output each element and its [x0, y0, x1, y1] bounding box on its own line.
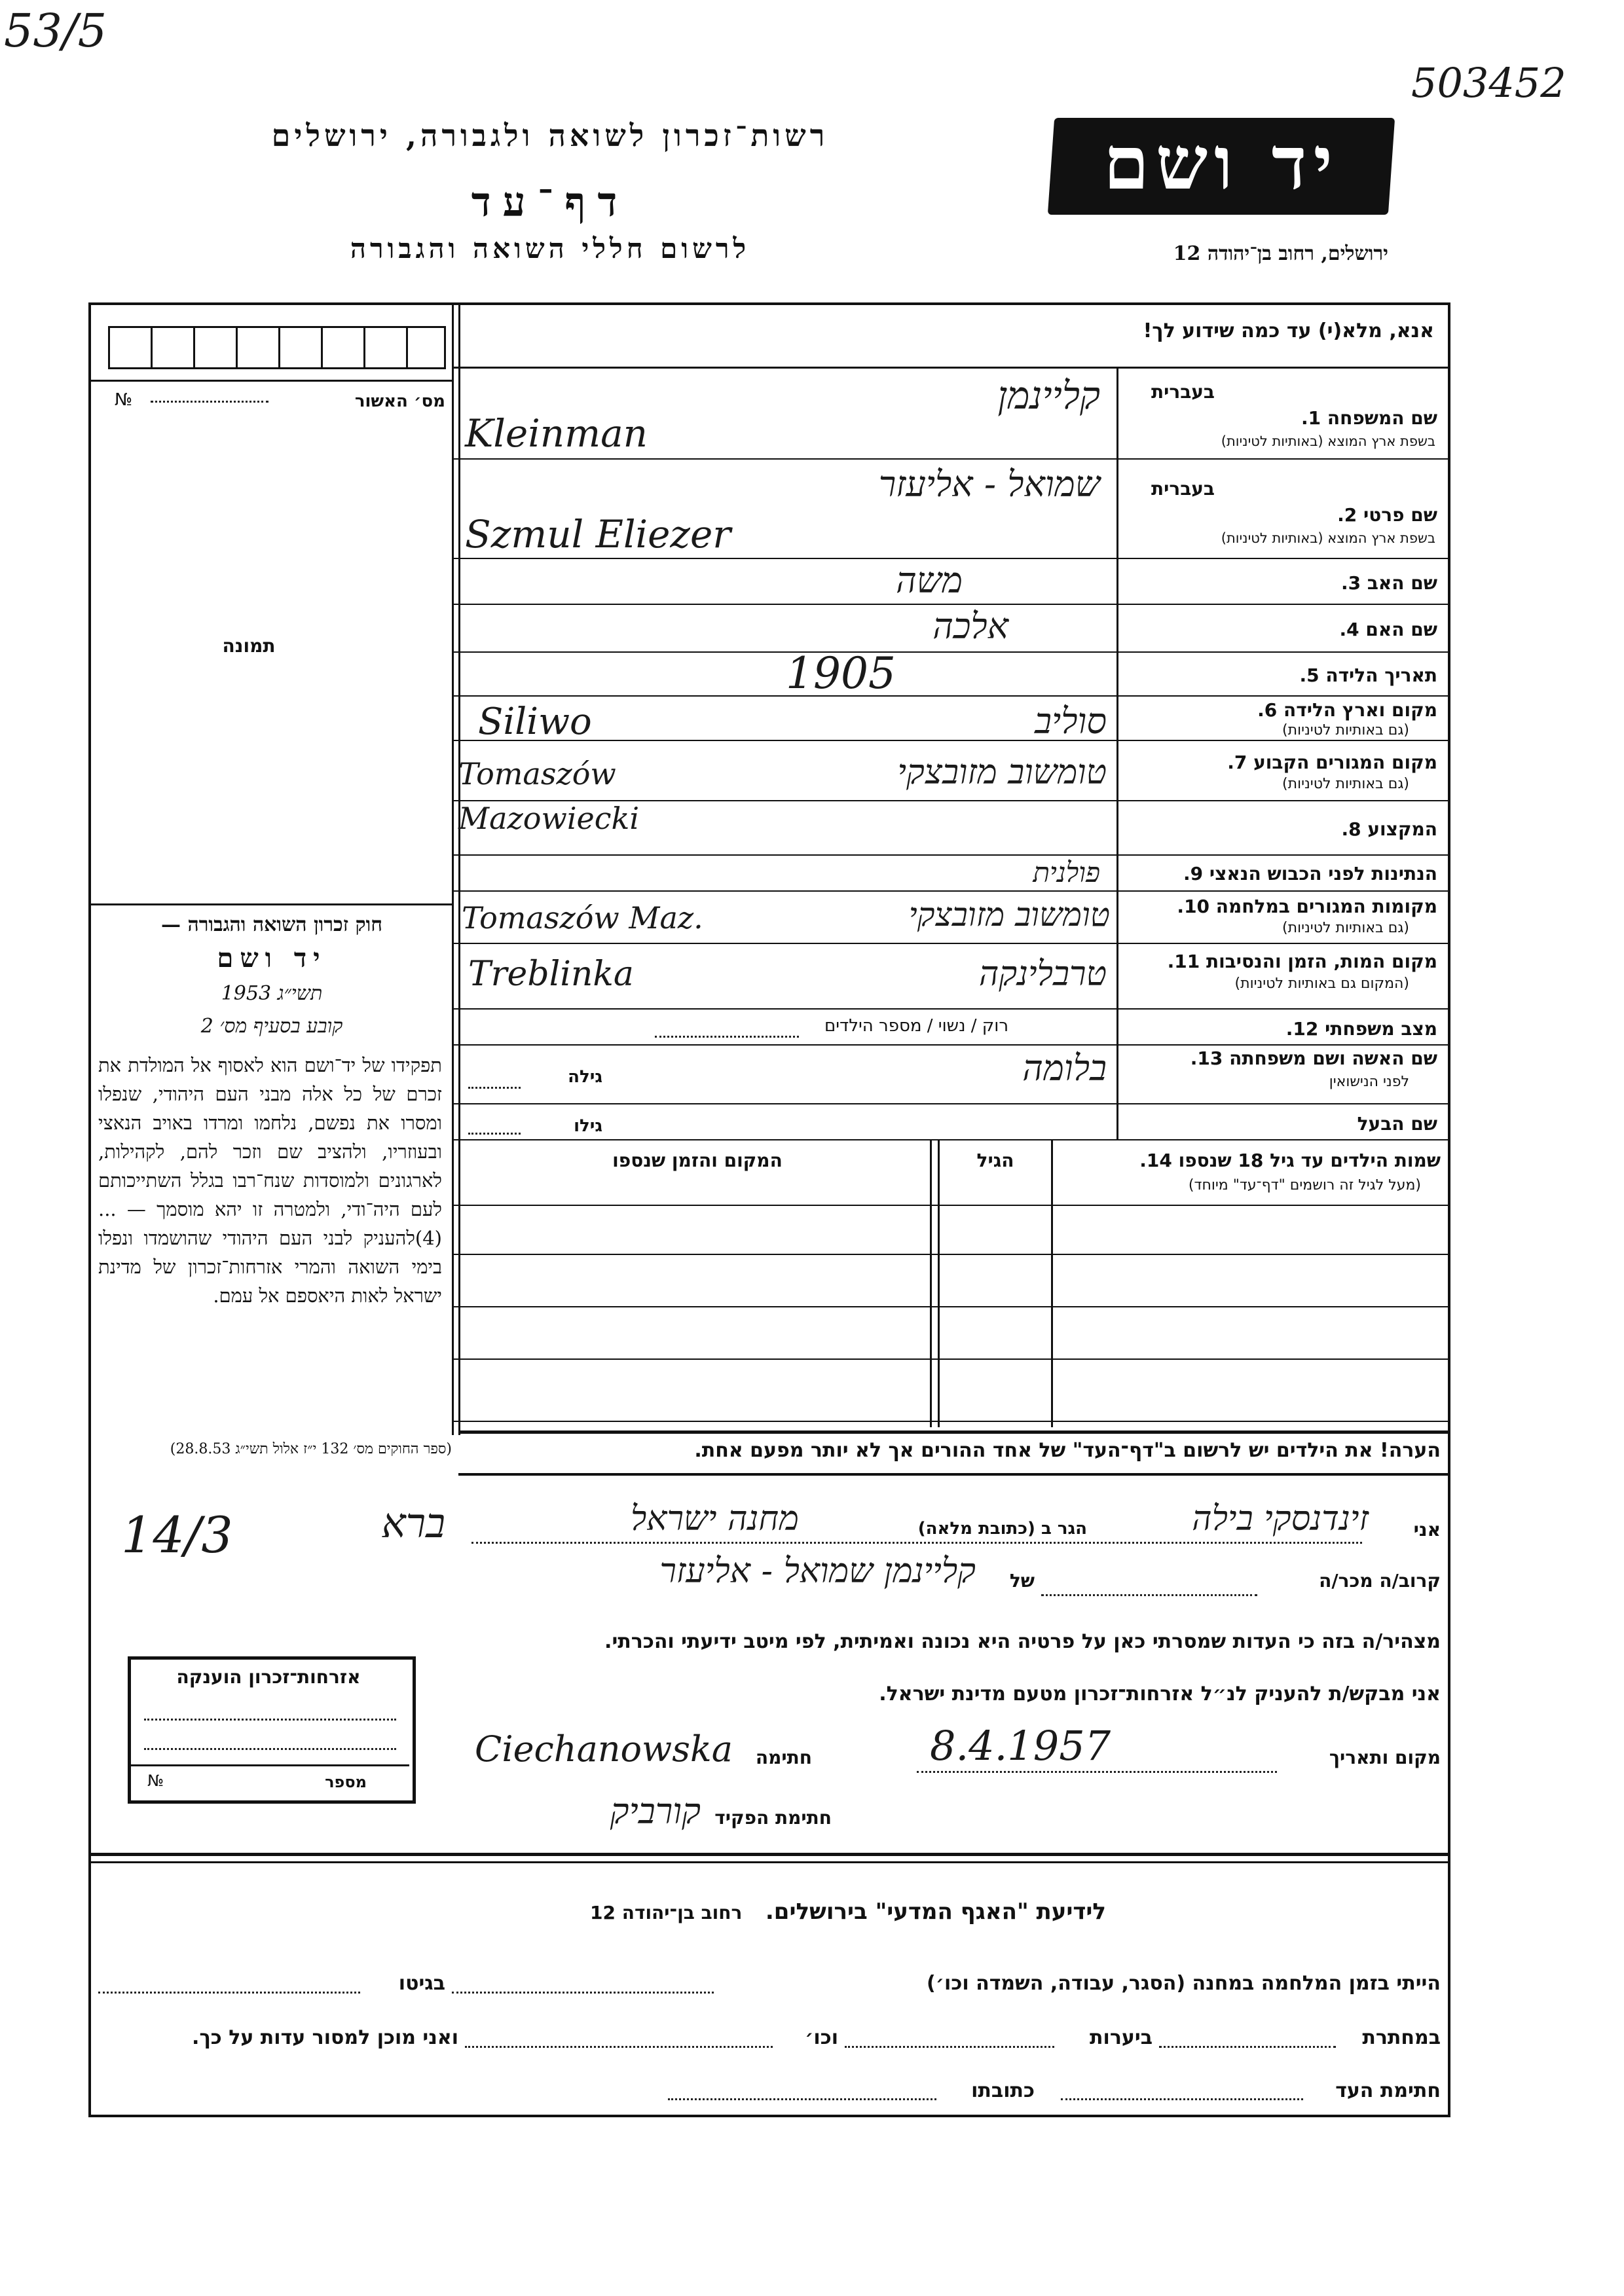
- field-5-value: 1905: [786, 648, 896, 699]
- field-13-label: שם האשה ושם משפחתה 13.: [1190, 1048, 1437, 1069]
- note-text: הערה! את הילדים יש לרשום ב"דף־העד" של אחד ההורים אך לא יותר מפעם אחת.: [694, 1439, 1441, 1462]
- margin-mark-top-left: 53/5: [4, 4, 107, 58]
- decl-date-value: 8.4.1957: [930, 1722, 1111, 1770]
- intro-text: אנא, מלא(י) עד כמה שידוע לך!: [1143, 319, 1434, 342]
- row-line-13: [454, 1103, 1449, 1104]
- children-row-5: [454, 1421, 1449, 1422]
- field-6-value-he: סוליב: [1035, 701, 1107, 742]
- decl-officer-value: קורביק: [610, 1791, 701, 1832]
- children-col-1: [1051, 1139, 1053, 1427]
- citizenship-no-mark: №: [147, 1772, 164, 1790]
- field-11-num: 11.: [1167, 951, 1200, 972]
- decl-residing-label: הגר ב (כתובת מלאה): [917, 1519, 1087, 1539]
- field-7-sub: (גם באותיות לטיניות): [1282, 776, 1409, 792]
- header-authority: רשות־זכרון לשואה ולגבורה, ירושלים: [271, 118, 829, 153]
- field-1-tag: בעברית: [1151, 381, 1215, 403]
- side-initials: ברא: [381, 1499, 445, 1547]
- decl-i-dots: [471, 1542, 1362, 1544]
- field-9-value: פולנית: [1033, 856, 1100, 888]
- footer-forests: ביערות: [1090, 2026, 1153, 2049]
- citizenship-number-label: מספר: [325, 1773, 367, 1791]
- row-line-8: [454, 854, 1449, 856]
- field-5-label: תאריך הלידה 5.: [1299, 665, 1437, 686]
- children-label: שמות הילדים עד גיל 18 שנספו 14.: [1139, 1150, 1441, 1171]
- decl-signature-label: חתימה: [755, 1747, 812, 1768]
- field-2-value-lat: Szmul Eliezer: [465, 512, 731, 556]
- citizenship-number-line: [131, 1764, 409, 1766]
- wife-age-dots: [468, 1087, 521, 1089]
- footer-ghetto-dots-left: [98, 1992, 360, 1994]
- field-11-value-lat: Treblinka: [468, 955, 634, 994]
- field-1-num: 1.: [1301, 407, 1321, 429]
- footer-forests-dots: [845, 2046, 1054, 2048]
- decl-statement: מצהיר/ה בזה כי העדות שמסרתי כאן על פרטיה היא נכונה ואמיתית, לפי מיטב ידיעתי והכרתי.: [604, 1630, 1441, 1653]
- children-row-2: [454, 1254, 1449, 1255]
- field-8-num: 8.: [1341, 818, 1361, 840]
- field-3-num: 3.: [1340, 572, 1361, 594]
- law-clause: קובע בסעיף מס׳ 2: [200, 1015, 343, 1038]
- decl-relative-dots: [1041, 1594, 1257, 1596]
- wife-age-label: גילה: [568, 1067, 602, 1087]
- field-9-label: הנתינות לפני הכבוש הנאצי 9.: [1183, 863, 1437, 884]
- footer-address-dots: [668, 2098, 936, 2100]
- field-13-sub: לפני הנישואין: [1329, 1074, 1409, 1090]
- field-13-value: בלומה: [1022, 1048, 1107, 1089]
- row-line-10: [454, 943, 1449, 944]
- field-1-sub: בשפת ארץ המוצא (באותיות לטיניות): [1221, 433, 1435, 449]
- decl-request: אני מבקש/ת להעניק לנ״ל אזרחות־זכרון מטעם מדינת ישראל.: [879, 1683, 1441, 1705]
- field-12-value: רוק / נשוי / מספר הילדים: [824, 1016, 1008, 1036]
- field-1-label: שם המשפחה 1.: [1301, 407, 1437, 429]
- children-col-2b: [938, 1139, 940, 1427]
- decl-officer-label: חתימת הפקיד: [714, 1807, 832, 1829]
- field-10-label: מקומות המגורים במלחמה 10.: [1177, 896, 1437, 917]
- children-row-4: [454, 1358, 1449, 1360]
- footer-separator: [88, 1853, 1450, 1856]
- approval-no-mark: №: [115, 390, 133, 410]
- frame-bottom: [88, 2115, 1450, 2117]
- footer-witness-sig: חתימת העד: [1335, 2079, 1441, 2102]
- left-col-divider-2: [458, 302, 460, 1435]
- row-line-9: [454, 890, 1449, 892]
- approval-dots: [151, 401, 268, 403]
- field-3-value: משה: [896, 560, 963, 601]
- decl-signature-value: Ciechanowska: [475, 1728, 733, 1770]
- row-line-12: [454, 1044, 1449, 1046]
- field-6-label: מקום וארץ הלידה 6.: [1257, 699, 1437, 721]
- children-sub: (מעל לגיל זה רושמים "דף־עד" מיוחד): [1188, 1177, 1421, 1194]
- decl-i-value: זינדנסקי בילה: [1192, 1499, 1369, 1539]
- children-col-place: המקום והזמן שנספו: [612, 1150, 783, 1171]
- footer-witness-dots: [1061, 2098, 1303, 2100]
- field-4-label: שם האם 4.: [1339, 619, 1437, 640]
- frame-top: [88, 302, 1450, 305]
- side-number: 14/3: [121, 1506, 233, 1564]
- field-husband-label: שם הבעל: [1357, 1113, 1437, 1135]
- field-4-value: אלכה: [932, 606, 1008, 647]
- row-line-14: [454, 1139, 1449, 1140]
- note-bottom-line: [458, 1473, 1449, 1476]
- citizenship-dots-2: [144, 1748, 396, 1750]
- footer-address-label: כתובתו: [971, 2079, 1035, 2102]
- field-2-tag: בעברית: [1151, 478, 1215, 500]
- field-4-num: 4.: [1339, 619, 1359, 640]
- law-year: תשי״ג 1953: [221, 982, 323, 1005]
- law-logo: יד ושם: [217, 943, 327, 974]
- field-2-label: שם פרטי 2.: [1337, 504, 1437, 526]
- field-2-sub: בשפת ארץ המוצא (באותיות לטיניות): [1221, 530, 1435, 546]
- decl-of-value: קליינמן שמואל - אליעזר: [659, 1552, 976, 1591]
- field-1-value-he: קליינמן: [997, 373, 1100, 418]
- children-col-age: הגיל: [976, 1150, 1014, 1171]
- row-line-1: [454, 458, 1449, 460]
- footer-underground-dots: [1159, 2046, 1336, 2048]
- footer-line1: הייתי בזמן המלחמה במחנה (הסגר, עבודה, השמדה וכו׳): [927, 1972, 1441, 1995]
- field-10-value-lat: Tomaszów Maz.: [462, 900, 703, 936]
- field-11-label: מקום המות, הזמן והנסיבות 11.: [1167, 951, 1437, 972]
- field-13-num: 13.: [1190, 1048, 1223, 1069]
- header-address: ירושלים, רחוב בן־יהודה 12: [1173, 242, 1388, 265]
- children-col-2: [930, 1139, 932, 1427]
- field-7-num: 7.: [1227, 752, 1247, 773]
- field-11-value-he: טרבלינקה: [978, 955, 1107, 994]
- law-text: תפקידו של יד־ושם הוא לאסוף אל המולדת את זכרם של כל אלה מבני העם היהודי, שנפלו ומסרו את נפשם, נלחמו ומרדו באויב הנאצי ובעוזריו, ולהציב שם וזכר להם, לקהילות, לארגונים ולמוסדות שנח־רבו בגלל השתייכותם לעם היה־ודי, ולמטרה זו יהא מוסמך — ...(4)להעניק לבני העם היהודי שהושמדו ונפלו בימי השואה והמרי אזרחות־זכרון של מדינת ישראל לאות היאספם אל עמם.: [98, 1054, 442, 1307]
- margin-mark-top-right: 503452: [1411, 59, 1566, 107]
- decl-place-date-label: מקום ותאריך: [1329, 1747, 1441, 1768]
- footer-etc-dots: [465, 2046, 773, 2048]
- footer-title: לידיעת "האגף המדעי" בירושלים. רחוב בן־יהודה 12: [590, 1899, 1106, 1925]
- footer-ready: ואני מוכן למסור עדות על כך.: [192, 2026, 458, 2049]
- citizenship-dots-1: [144, 1719, 396, 1721]
- citizenship-title: אזרחות־זכרון הוענקה: [176, 1666, 361, 1688]
- approval-label: מס׳ האשור: [354, 392, 445, 411]
- row-line-2: [454, 558, 1449, 559]
- law-ref: (ספר החוקים מס׳ 132 י״ז אלול תשי״ג 28.8.53): [170, 1441, 452, 1457]
- children-row-3: [454, 1306, 1449, 1307]
- field-10-num: 10.: [1177, 896, 1210, 917]
- field-7-value-he: טומשוב מזובצקי: [897, 753, 1107, 792]
- field-2-value-he: שמואל - אליעזר: [878, 464, 1100, 505]
- field-10-sub: (גם באותיות לטיניות): [1282, 920, 1409, 936]
- husband-age-label: גילו: [574, 1116, 602, 1136]
- footer-ghetto: בגיטו: [398, 1972, 445, 1995]
- frame-right: [1448, 302, 1450, 2116]
- photo-label: תמונה: [222, 635, 276, 657]
- field-6-value-lat: Siliwo: [478, 701, 592, 743]
- field-9-num: 9.: [1183, 863, 1204, 884]
- field-5-num: 5.: [1299, 665, 1320, 686]
- label-col-divider: [1116, 367, 1118, 1139]
- field-6-num: 6.: [1257, 699, 1278, 721]
- footer-underground: במחתרת: [1362, 2026, 1441, 2049]
- intro-line: [454, 367, 1449, 369]
- footer-etc: וכו׳: [805, 2026, 838, 2049]
- decl-i-label: אני: [1413, 1519, 1441, 1540]
- children-count-dots: [655, 1036, 799, 1038]
- footer-ghetto-dots: [452, 1992, 714, 1994]
- children-num: 14.: [1139, 1150, 1172, 1171]
- field-3-label: שם האב 3.: [1340, 572, 1437, 594]
- note-top-line: [458, 1430, 1449, 1434]
- field-12-num: 12.: [1285, 1018, 1319, 1040]
- field-7-value-lat: Tomaszów Mazowiecki: [458, 756, 640, 836]
- field-1-value-lat: Kleinman: [465, 411, 648, 456]
- field-11-sub: (המקום גם באותיות לטיניות): [1234, 975, 1409, 992]
- field-12-label: מצב משפחתי 12.: [1285, 1018, 1437, 1040]
- header-purpose: לרשום חללי השואה והגבורה: [350, 232, 750, 264]
- field-6-sub: (גם באותיות לטיניות): [1282, 722, 1409, 738]
- decl-relative-label: קרוב/ה מכר/ה: [1319, 1570, 1441, 1592]
- approval-ticks: [108, 326, 446, 369]
- children-row-1: [454, 1205, 1449, 1206]
- left-col-divider: [452, 302, 454, 1435]
- law-box-top: [91, 903, 452, 905]
- field-7-label: מקום המגורים הקבוע 7.: [1227, 752, 1437, 773]
- frame-left: [88, 302, 91, 2116]
- field-8-label: המקצוע 8.: [1341, 818, 1437, 840]
- decl-date-dots: [917, 1771, 1277, 1773]
- footer-separator-2: [88, 1861, 1450, 1863]
- decl-of-label: של: [1009, 1570, 1035, 1592]
- field-2-num: 2.: [1337, 504, 1357, 526]
- approval-line: [91, 380, 452, 382]
- row-line-3: [454, 604, 1449, 605]
- footer-address: רחוב בן־יהודה 12: [590, 1902, 743, 1923]
- logo-text: יד ושם: [1103, 120, 1340, 206]
- decl-residing-value: מחנה ישראל: [630, 1499, 799, 1539]
- field-10-value-he: טומשוב מזובצקי: [908, 896, 1110, 934]
- husband-age-dots: [468, 1133, 521, 1135]
- row-line-11: [454, 1008, 1449, 1010]
- header-form-name: דף־עד: [471, 178, 629, 226]
- law-title: חוק זכרון השואה והגבורה —: [161, 913, 382, 936]
